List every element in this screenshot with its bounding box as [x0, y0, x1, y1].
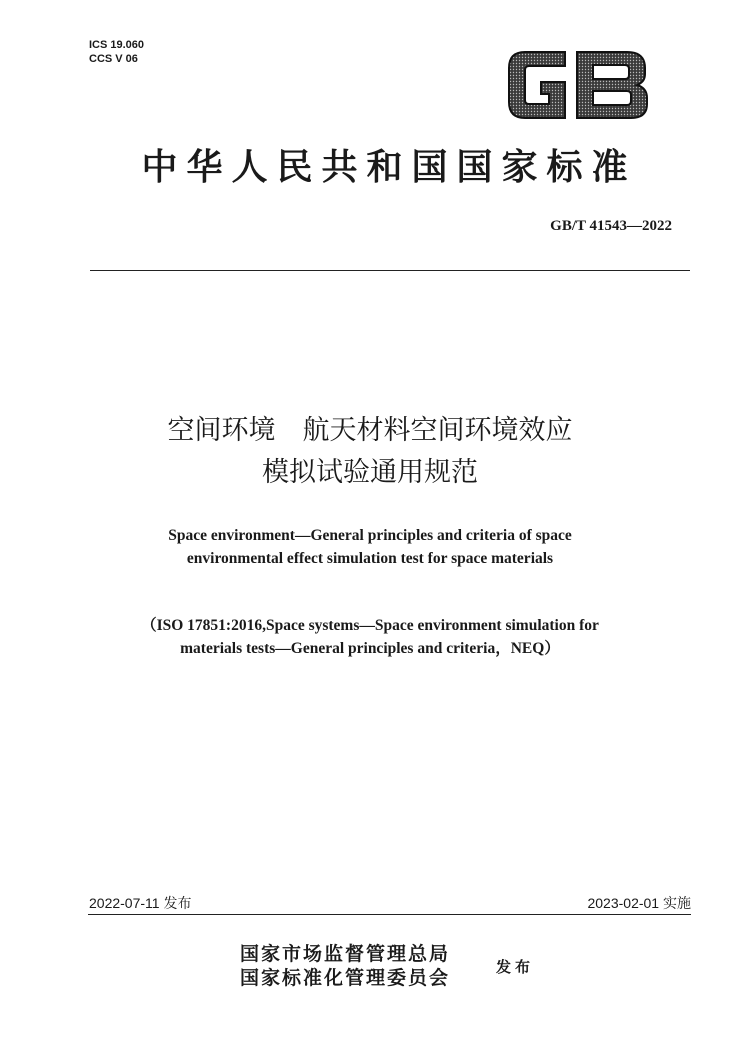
standard-number: GB/T 41543—2022 — [550, 218, 672, 234]
implementation-date: 2023-02-01 实施 — [587, 895, 691, 911]
issuer-line1: 国家市场监督管理总局 — [240, 943, 451, 965]
footer-divider — [88, 914, 691, 915]
issue-date: 2022-07-11 发布 — [89, 895, 192, 911]
reference-line2: materials tests—General principles and criteria，NEQ） — [180, 640, 560, 657]
classification-codes — [89, 38, 144, 66]
national-standard-title: 中华人民共和国国家标准 — [141, 146, 637, 188]
issue-label: 发布 — [496, 958, 535, 976]
chinese-title-line2: 模拟试验通用规范 — [262, 457, 478, 488]
header-divider — [90, 270, 690, 271]
chinese-title-line1: 空间环境 航天材料空间环境效应 — [167, 415, 573, 446]
ics-code: ICS 19.060 — [89, 39, 145, 51]
issuing-authorities — [240, 942, 450, 990]
issuer-line2: 国家标准化管理委员会 — [240, 967, 451, 989]
english-title-line1: Space environment—General principles and criteria of space — [168, 527, 572, 544]
reference-line1: （ISO 17851:2016,Space systems—Space environment simulation for — [141, 617, 599, 634]
english-title-line2: environmental effect simulation test for space materials — [186, 550, 554, 567]
gb-logo-icon — [503, 44, 653, 126]
ccs-code: CCS V 06 — [89, 53, 138, 65]
